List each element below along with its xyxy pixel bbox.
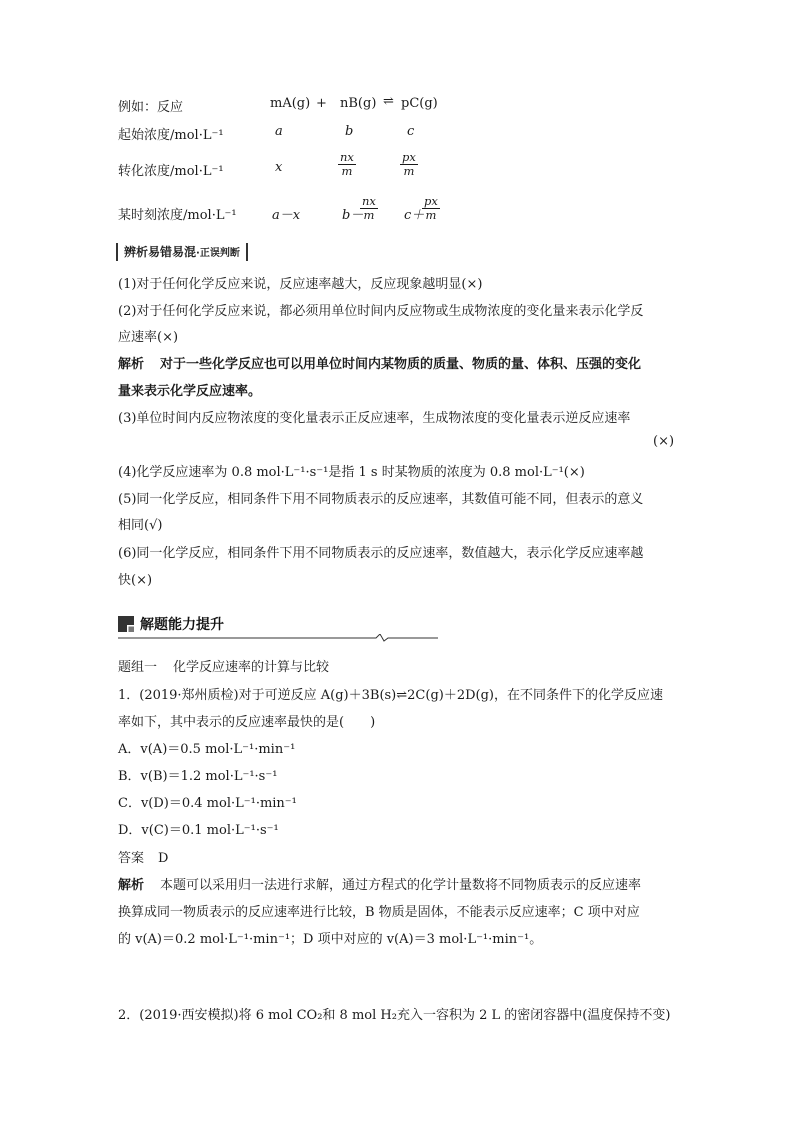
- moment-conc-b-fraction: [360, 195, 378, 222]
- judgement-2-explanation-line-1: [118, 353, 641, 372]
- section-square-icon: [118, 616, 134, 632]
- equilibrium-arrow-icon: ⇌: [383, 94, 394, 109]
- moment-conc-c-fraction: [422, 195, 440, 222]
- change-conc-label: 转化浓度/mol·L⁻¹: [118, 164, 224, 179]
- judgement-2-line-2: 应速率(×): [118, 330, 179, 345]
- q1-answer: [118, 847, 168, 866]
- reaction-row-label: 例如：反应: [118, 100, 184, 115]
- answer-label: 答案: [118, 851, 145, 866]
- start-conc-label: 起始浓度/mol·L⁻¹: [118, 128, 224, 143]
- q1-option-b: B．v(B)＝1.2 mol·L⁻¹·s⁻¹: [118, 769, 278, 784]
- reaction-species-c: pC(g): [401, 96, 438, 111]
- change-conc-c-fraction: [400, 151, 418, 178]
- explanation-text: 本题可以采用归一法进行求解，通过方程式的化学计量数将不同物质表示的反应速率: [160, 878, 642, 893]
- answer-value: D: [158, 851, 169, 866]
- fraction-numerator: nx: [362, 194, 376, 208]
- section-title: 解题能力提升: [140, 617, 224, 633]
- q2-stem-line-1: 2．(2019·西安模拟)将 6 mol CO₂和 8 mol H₂充入一容积为 2 L 的密闭容器中(温度保持不变): [118, 1008, 671, 1023]
- explanation-text: 对于一些化学反应也可以用单位时间内某物质的质量、物质的量、体积、压强的变化: [160, 357, 642, 372]
- q1-stem-line-1: 1．(2019·郑州质检)对于可逆反应 A(g)＋3B(s)⇌2C(g)＋2D(g)，在不同条件下的化学反应速: [118, 688, 663, 703]
- judgement-3-mark: (×): [653, 434, 675, 449]
- start-conc-a: a: [275, 124, 283, 139]
- fraction-denominator: m: [403, 164, 415, 178]
- q1-option-c: C．v(D)＝0.4 mol·L⁻¹·min⁻¹: [118, 796, 297, 811]
- q1-option-d: D．v(C)＝0.1 mol·L⁻¹·s⁻¹: [118, 823, 279, 838]
- reaction-species-b: nB(g): [340, 96, 377, 111]
- judge-tag-main: 辨析易错易混: [124, 245, 197, 259]
- judgement-4: (4)化学反应速率为 0.8 mol·L⁻¹·s⁻¹是指 1 s 时某物质的浓度为 0.8 mol·L⁻¹(×): [118, 465, 585, 480]
- start-conc-b: b: [345, 124, 354, 139]
- judgement-6-line-1: (6)同一化学反应，相同条件下用不同物质表示的反应速率，数值越大，表示化学反应速率越: [118, 546, 644, 561]
- moment-conc-a: a－x: [272, 208, 301, 223]
- fraction-numerator: px: [402, 150, 416, 164]
- fraction-denominator: m: [341, 164, 353, 178]
- moment-conc-label: 某时刻浓度/mol·L⁻¹: [118, 208, 237, 223]
- group-title: 化学反应速率的计算与比较: [173, 660, 330, 675]
- judgement-2-explanation-line-2: 量来表示化学反应速率。: [118, 384, 262, 399]
- fraction-numerator: nx: [340, 150, 354, 164]
- section-divider: [118, 634, 438, 642]
- moment-conc-c-prefix: c＋: [404, 208, 425, 223]
- q1-explanation-line-1: [118, 874, 641, 893]
- judgement-5-line-2: 相同(√): [118, 518, 163, 533]
- reaction-species-a: mA(g): [270, 96, 311, 111]
- q1-option-a: A．v(A)＝0.5 mol·L⁻¹·min⁻¹: [118, 742, 296, 757]
- judgement-6-line-2: 快(×): [118, 573, 153, 588]
- section-heading: [118, 612, 438, 638]
- judge-tag-sub: ·正误判断: [196, 248, 240, 259]
- fraction-numerator: px: [424, 194, 438, 208]
- fraction-denominator: m: [363, 208, 375, 222]
- explanation-label: 解析: [118, 357, 145, 372]
- judgement-3-line-1: (3)单位时间内反应物浓度的变化量表示正反应速率，生成物浓度的变化量表示逆反应速率: [118, 411, 631, 426]
- question-group-heading: [118, 656, 329, 675]
- judgement-2-line-1: (2)对于任何化学反应来说，都必须用单位时间内反应物或生成物浓度的变化量来表示化学反: [118, 304, 644, 319]
- explanation-label: 解析: [118, 878, 145, 893]
- q1-stem-line-2: 率如下，其中表示的反应速率最快的是( ): [118, 715, 376, 730]
- judgement-1: (1)对于任何化学反应来说，反应速率越大，反应现象越明显(×): [118, 277, 483, 292]
- q1-explanation-line-2: 换算成同一物质表示的反应速率进行比较，B 物质是固体，不能表示反应速率；C 项中对应: [118, 905, 640, 920]
- judgement-5-line-1: (5)同一化学反应，相同条件下用不同物质表示的反应速率，其数值可能不同，但表示的意义: [118, 492, 644, 507]
- start-conc-c: c: [407, 124, 415, 139]
- change-conc-b-fraction: [338, 151, 356, 178]
- group-label: 题组一: [118, 660, 158, 675]
- q1-explanation-line-3: 的 v(A)＝0.2 mol·L⁻¹·min⁻¹；D 项中对应的 v(A)＝3 mol·L⁻¹·min⁻¹。: [118, 932, 543, 947]
- reaction-plus: +: [316, 96, 327, 111]
- moment-conc-b-prefix: b－: [342, 208, 364, 223]
- fraction-denominator: m: [425, 208, 437, 222]
- change-conc-a: x: [275, 160, 283, 175]
- judge-section-tag: [116, 243, 248, 261]
